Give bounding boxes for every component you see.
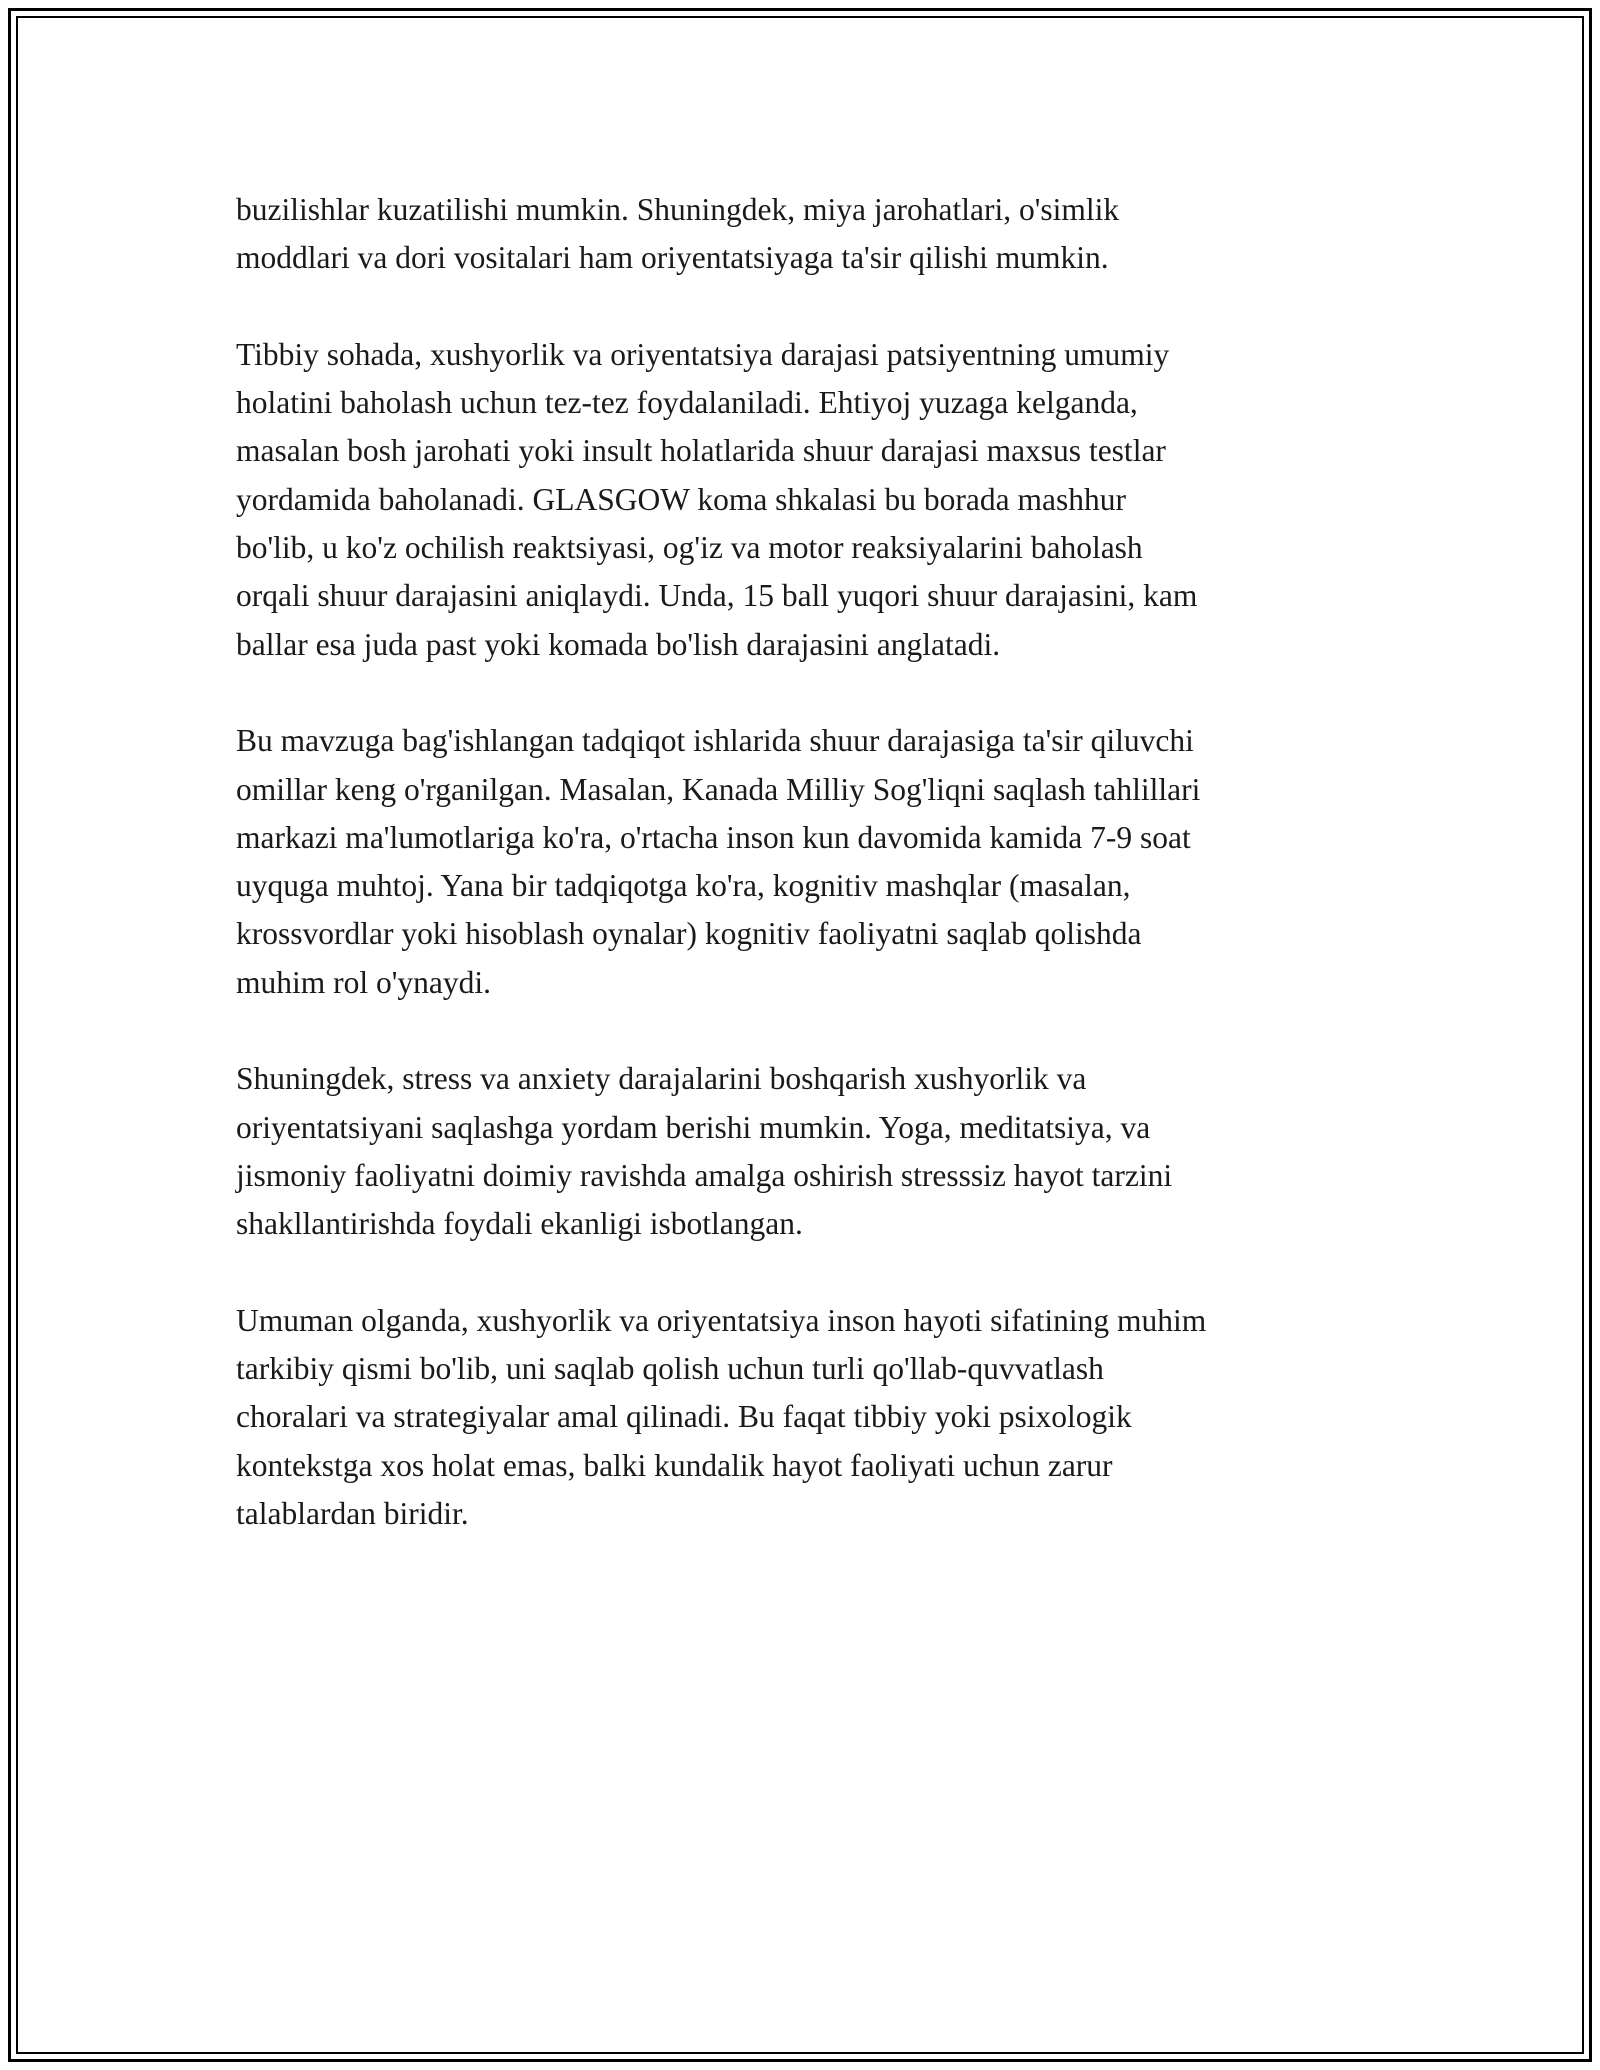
document-body: [236, 186, 1386, 1587]
paragraph-1: buzilishlar kuzatilishi mumkin. Shuningdek, miya jarohatlari, o'simlik moddlari va dori vositalari ham oriyentatsiyaga ta'sir qilishi mumkin.: [236, 192, 1120, 276]
paragraph-4: Shuningdek, stress va anxiety darajalarini boshqarish xushyorlik va oriyentatsiyani saqlashga yordam berishi mumkin. Yoga, meditatsiya, va jismoniy faoliyatni doimiy ravishda amalga oshirish stresssiz hayot tarzini shakllantirishda foydali ekanligi isbotlangan.: [236, 1061, 1173, 1242]
paragraph-5: Umuman olganda, xushyorlik va oriyentatsiya inson hayoti sifatining muhim tarkibiy qismi bo'lib, uni saqlab qolish uchun turli qo'llab-quvvatlash choralari va strategiyalar amal qilinadi. Bu faqat tibbiy yoki psixologik kontekstga xos holat emas, balki kundalik hayot faoliyati uchun zarur talablardan biridir.: [236, 1302, 1207, 1532]
paragraph-3: Bu mavzuga bag'ishlangan tadqiqot ishlarida shuur darajasiga ta'sir qiluvchi omillar keng o'rganilgan. Masalan, Kanada Milliy Sog'liqni saqlash tahlillari markazi ma'lumotlariga ko'ra, o'rtacha inson kun davomida kamida 7-9 soat uyquga muhtoj. Yana bir tadqiqotga ko'ra, kognitiv mashqlar (masalan, krossvordlar yoki hisoblash oynalar) kognitiv faoliyatni saqlab qolishda muhim rol o'ynaydi.: [236, 723, 1201, 1000]
paragraph-2: Tibbiy sohada, xushyorlik va oriyentatsiya darajasi patsiyentning umumiy holatini baholash uchun tez-tez foydalaniladi. Ehtiyoj yuzaga kelganda, masalan bosh jarohati yoki insult holatlarida shuur darajasi maxsus testlar yordamida baholanadi. GLASGOW koma shkalasi bu borada mashhur bo'lib, u ko'z ochilish reaktsiyasi, og'iz va motor reaksiyalarini baholash orqali shuur darajasini aniqlaydi. Unda, 15 ball yuqori shuur darajasini, kam ballar esa juda past yoki komada bo'lish darajasini anglatadi.: [236, 336, 1198, 662]
